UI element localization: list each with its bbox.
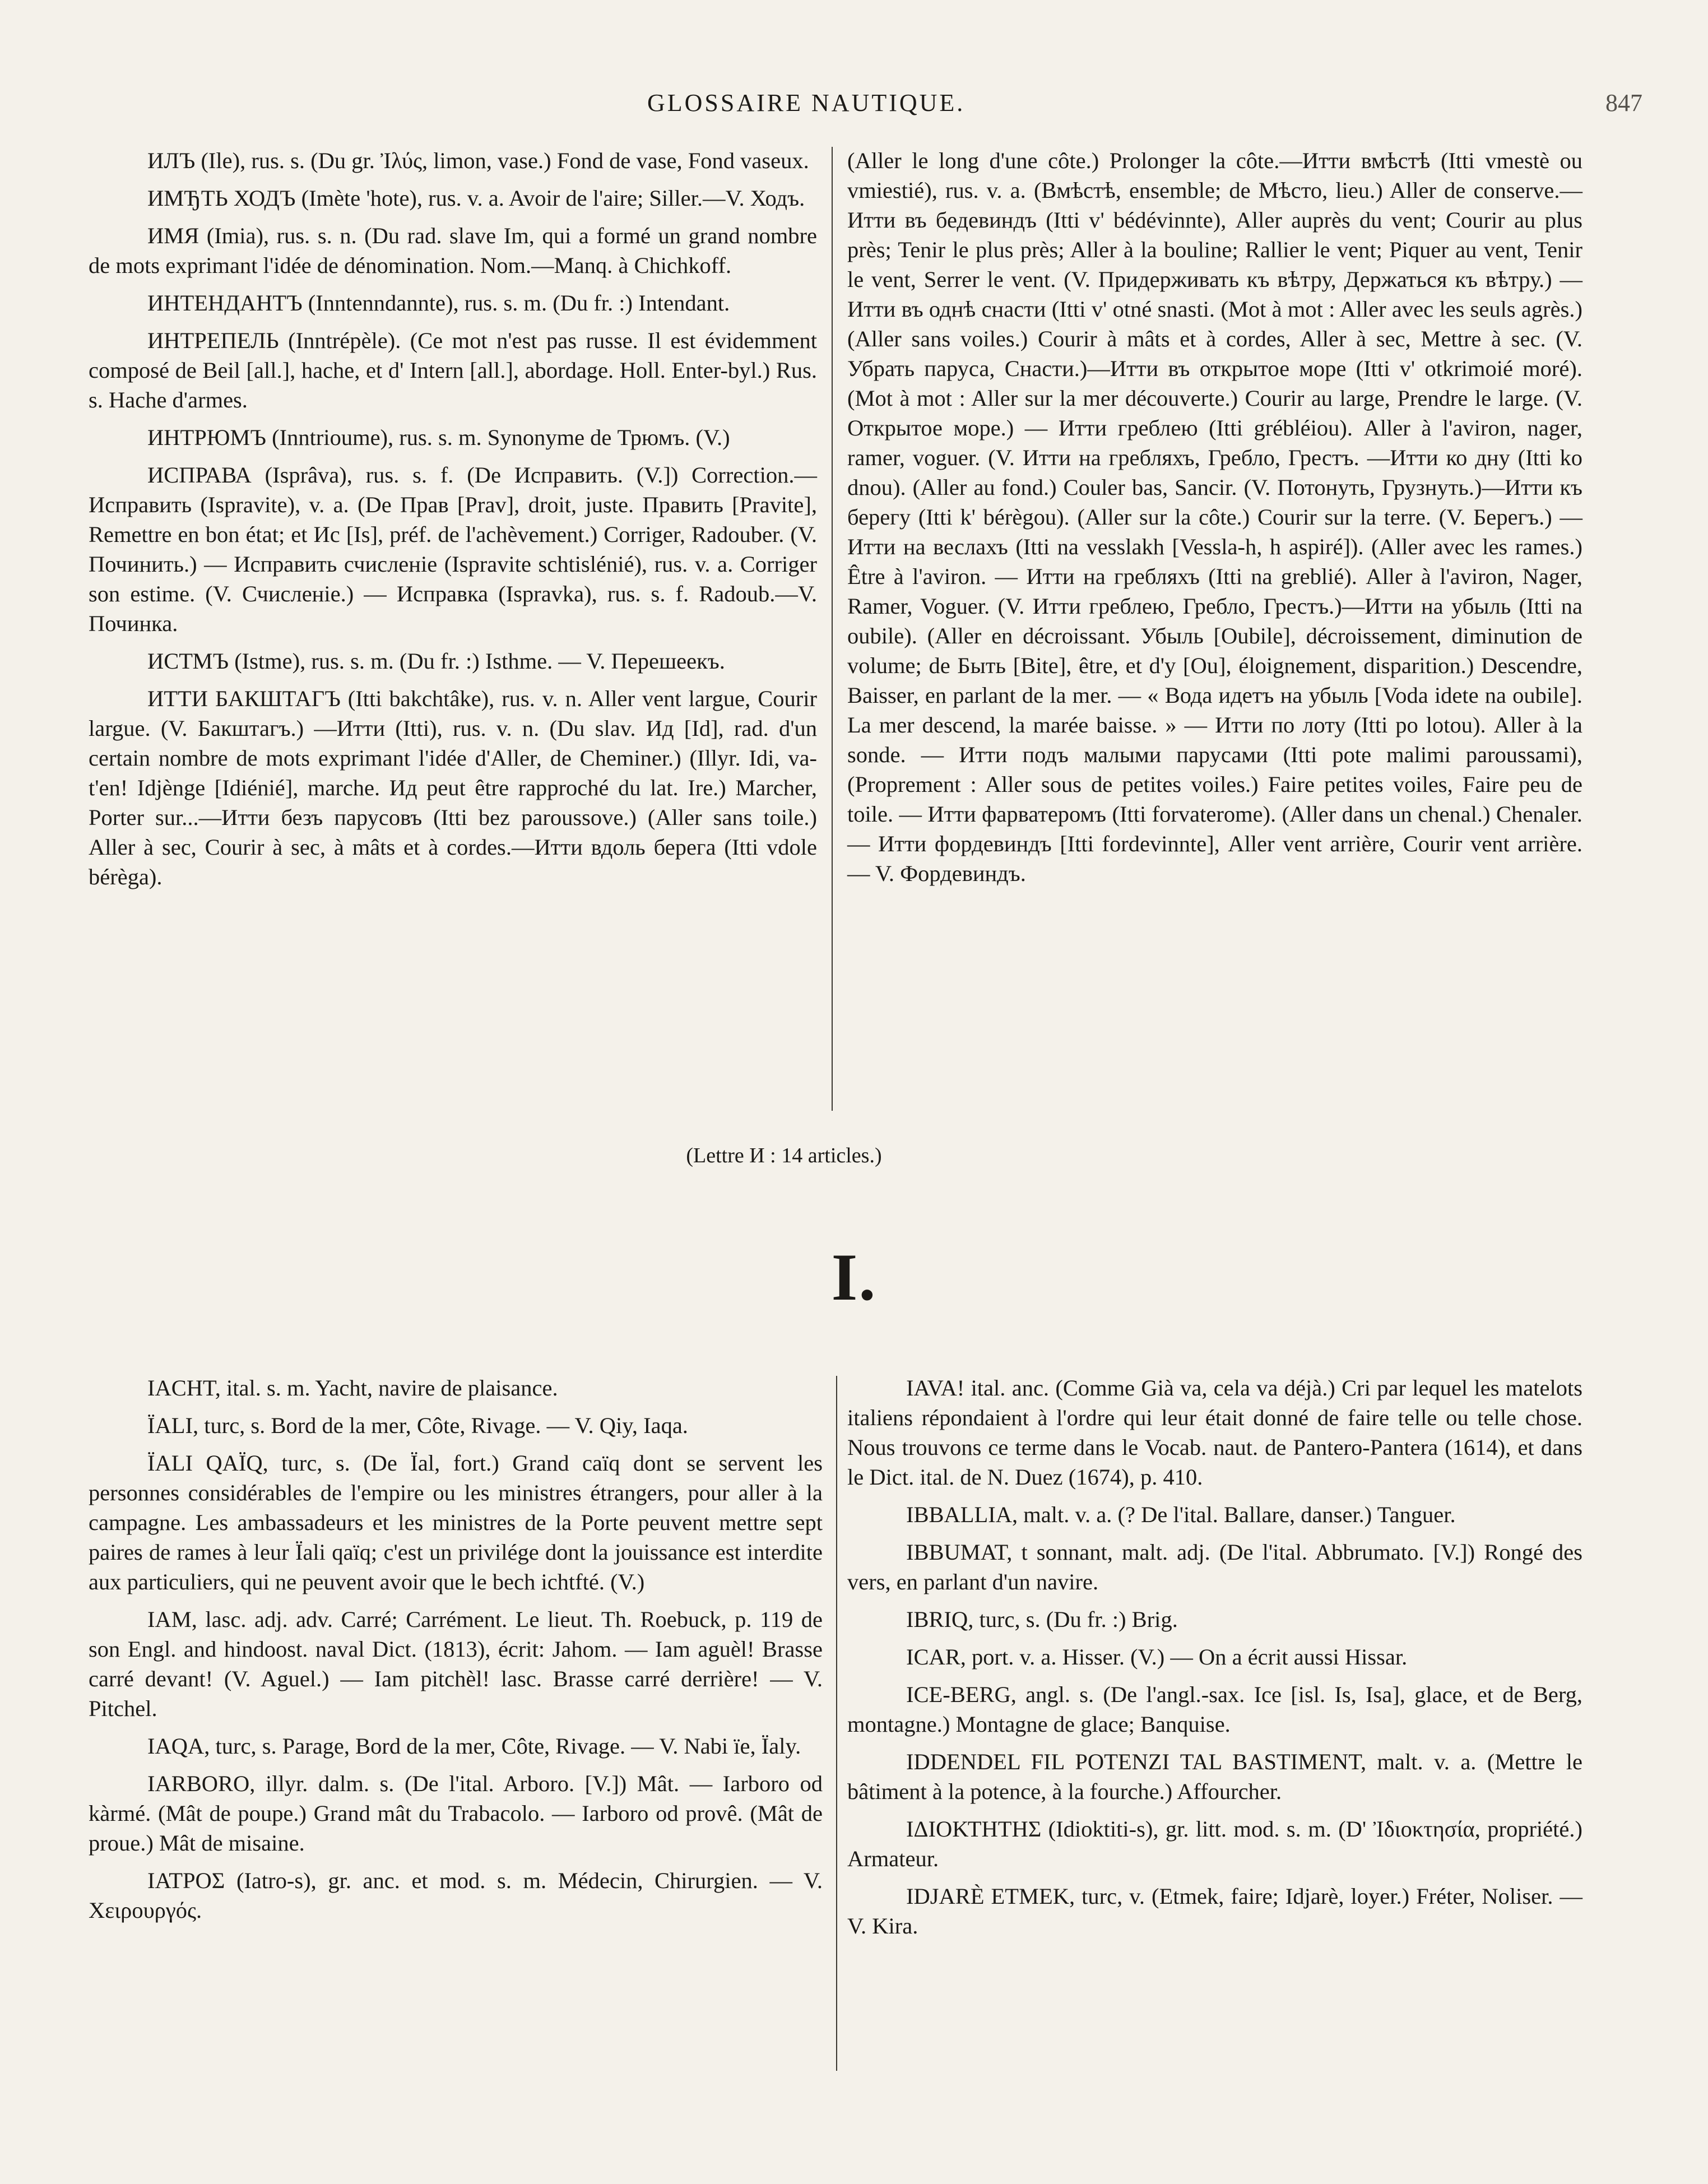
entry-iali-qaiq: ÏALI QAÏQ, turc, s. (De Ïal, fort.) Grand caïq dont se servent les personnes considérables de l'empire ou les ministres étrangers, pour aller à la campagne. Les ambassadeurs et les ministres de la Porte peuvent mettre sept paires de rames à leur Ïali qaïq; c'est un privilége dont la jouissance est interdite aux particuliers, qui ne peuvent avoir que le bech ichtfté. (V.) — [89, 1450, 823, 1594]
entry-ile: ИЛЪ (Ile), rus. s. (Du gr. Ἰλύς, limon, vase.) Fond de vase, Fond vaseux. — [147, 148, 809, 173]
entry-idioktitis: ΙΔΙΟΚΤΗΤΗΣ (Idioktiti-s), gr. litt. mod. s. m. (D' Ἰδιοκτησία, propriété.) Armateur. — [847, 1816, 1582, 1871]
entry-itti-bakchtake: ИТТИ БАКШТАГЪ (Itti bakchtâke), rus. v. n. Aller vent largue, Courir largue. (V. Бакштагъ.) —Итти (Itti), rus. v. n. (Du slav. Ид [Id], rad. d'un certain nombre de mots exprimant l'idée d'Aller, de Cheminer.) (Illyr. Idi, va-t'en! Idjènge [Idiénié], marche. Ид peut être rapproché du lat. Ire.) Marcher, Porter sur...—Итти безъ парусовъ (Itti bez paroussove.) (Aller sans toile.) Aller à sec, Courir à sec, à mâts et à cordes.—Итти вдоль берега (Itti vdole bérèga). — [89, 686, 817, 889]
entry-idjare-etmek: IDJARÈ ETMEK, turc, v. (Etmek, faire; Idjarè, loyer.) Fréter, Noliser. — V. Kira. — [847, 1884, 1582, 1939]
entry-iacht: IACHT, ital. s. m. Yacht, navire de plaisance. — [147, 1375, 558, 1401]
entry-isprava: ИСПРАВА (Isprâva), rus. s. f. (De Исправить. (V.]) Correction.—Исправить (Ispravite), v. a. (De Прав [Prav], droit, juste. Править [Pravite], Remettre en bon état; et Ис [Is], préf. de l'achèvement.) Corriger, Radouber. (V. Починить.) — Исправить счисленіе (Ispravite schtislénié), rus. v. a. Corriger son estime. (V. Счисленіе.) — Исправка (Ispravka), rus. s. f. Radoub.—V. Починка. — [89, 462, 817, 636]
entry-intrioume: ИНТРЮМЪ (Inntrioume), rus. s. m. Synonyme de Трюмъ. (V.) — [147, 425, 730, 450]
entry-intrepele: ИНТРЕПЕЛЬ (Inntrépèle). (Ce mot n'est pas russe. Il est évidemment composé de Beil [all.], hache, et d' Intern [all.], abordage. Holl. Enter-byl.) Rus. s. Hache d'armes. — [89, 328, 817, 412]
entry-imete-hote: ИМЂТЬ ХОДЪ (Imète 'hote), rus. v. a. Avoir de l'aire; Siller.—V. Ходъ. — [147, 186, 805, 211]
entry-intendant: ИНТЕНДАНТЪ (Inntenndannte), rus. s. m. (Du fr. :) Intendant. — [147, 290, 730, 316]
entry-iddendel: IDDENDEL FIL POTENZI TAL BASTIMENT, malt. v. a. (Mettre le bâtiment à la potence, à la fourche.) Affourcher. — [847, 1749, 1582, 1804]
entry-iarboro: IARBORO, illyr. dalm. s. (De l'ital. Arboro. [V.]) Mât. — Iarboro od kàrmé. (Mât de poupe.) Grand mât du Trabacolo. — Iarboro od provê. (Mât de proue.) Mât de misaine. — [89, 1771, 823, 1856]
lower-left-column — [89, 1373, 823, 1933]
entry-iali: ÏALI, turc, s. Bord de la mer, Côte, Rivage. — V. Qiy, Iaqa. — [147, 1413, 688, 1438]
column-divider-upper — [832, 147, 833, 1111]
running-title: GLOSSAIRE NAUTIQUE. — [647, 89, 966, 117]
entry-ibballia: IBBALLIA, malt. v. a. (? De l'ital. Ballare, danser.) Tanguer. — [906, 1502, 1456, 1527]
page-header — [0, 84, 1708, 123]
entry-icar: ICAR, port. v. a. Hisser. (V.) — On a écrit aussi Hissar. — [906, 1644, 1408, 1670]
entry-ibbumat: IBBUMAT, t sonnant, malt. adj. (De l'ital. Abbrumato. [V.]) Rongé des vers, en parlant d'un navire. — [847, 1540, 1582, 1594]
page-number: 847 — [1605, 89, 1642, 117]
entry-imia: ИМЯ (Imia), rus. s. n. (Du rad. slave Im, qui a formé un grand nombre de mots exprimant l'idée de dénomination. Nom.—Manq. à Chichkoff. — [89, 223, 817, 278]
entry-iaqa: IAQA, turc, s. Parage, Bord de la mer, Côte, Rivage. — V. Nabi ïe, Ïaly. — [147, 1733, 801, 1759]
entry-ice-berg: ICE-BERG, angl. s. (De l'angl.-sax. Ice [isl. Is, Isa], glace, et de Berg, montagne.) Montagne de glace; Banquise. — [847, 1682, 1582, 1737]
lower-right-column — [847, 1373, 1582, 1949]
column-divider-lower — [836, 1376, 837, 2071]
entry-itti-continuation: (Aller le long d'une côte.) Prolonger la côte.—Итти вмѣстѣ (Itti vmestè ou vmiestié), rus. v. a. (Вмѣстѣ, ensemble; de Мѣсто, lieu.) Aller de conserve.—Итти въ бедевиндъ (Itti v' bédévinnte), Aller auprès du vent; Courir au plus près; Tenir le plus près; Aller à la bouline; Rallier le vent; Piquer au vent, Tenir le vent, Serrer le vent. (V. Придерживать къ вѣтру, Держаться къ вѣтру.) — Итти въ однѣ снасти (Itti v' otné snasti. (Mot à mot : Aller avec les seuls agrès.) (Aller sans voiles.) Courir à mâts et à cordes, Aller à sec, Mettre à sec. (V. Убрать паруса, Снасти.)—Итти въ открытое море (Itti v' otkrimoié moré). (Mot à mot : Aller sur la mer découverte.) Courir au large, Prendre le large. (V. Открытое море.) — Итти греблею (Itti grébléiou). Aller à l'aviron, nager, ramer, voguer. (V. Итти на гребляхъ, Гребло, Грестъ. —Итти ко дну (Itti ko dnou). (Aller au fond.) Couler bas, Sancir. (V. Потонуть, Грузнуть.)—Итти къ берегу (Itti k' bérègou). (Aller sur la côte.) Courir sur la terre. (V. Берегъ.) — Итти на веслахъ (Itti na vesslakh [Vessla-h, h aspiré]). (Aller avec les rames.) Être à l'aviron. — Итти на гребляхъ (Itti na greblié). Aller à l'aviron, Nager, Ramer, Voguer. (V. Итти греблею, Гребло, Грестъ.)—Итти на убыль (Itti na oubile). (Aller en décroissant. Убыль [Oubile], décroissement, diminution de volume; de Быть [Bite], être, et d'у [Ou], éloignement, disparition.) Descendre, Baisser, en parlant de la mer. — « Вода идетъ на убыль [Voda idete na oubile]. La mer descend, la marée baisse. » — Итти по лоту (Itti po lotou). Aller à la sonde. — Итти подъ малыми парусами (Itti pote malimi paroussami), (Proprement : Aller sous de petites voiles.) Faire petites voiles, Faire peu de toile. — Итти фарватеромъ (Itti forvaterome). (Aller dans un chenal.) Chenaler. — Итти фордевиндъ [Itti fordevinnte], Aller vent arrière, Courir vent arrière. — V. Фордевиндъ. — [847, 148, 1582, 886]
entry-istme: ИСТМЪ (Istme), rus. s. m. (Du fr. :) Isthme. — V. Перешеекъ. — [147, 648, 725, 674]
upper-right-column — [847, 146, 1582, 896]
upper-left-column — [89, 146, 817, 899]
letter-summary — [0, 1143, 1708, 1168]
entry-ibriq: IBRIQ, turc, s. (Du fr. :) Brig. — [906, 1607, 1178, 1632]
letter-summary-text: (Lettre И : 14 articles.) — [686, 1144, 882, 1167]
entry-iam: IAM, lasc. adj. adv. Carré; Carrément. Le lieut. Th. Roebuck, p. 119 de son Engl. and hindoost. naval Dict. (1813), écrit: Jahom. — Iam aguèl! Brasse carré devant! (V. Aguel.) — Iam pitchèl! lasc. Brasse carré derrière! — V. Pitchel. — [89, 1607, 823, 1721]
entry-iava: IAVA! ital. anc. (Comme Già va, cela va déjà.) Cri par lequel les matelots italiens répondaient à l'ordre qui leur était donné de faire telle ou telle chose. Nous trouvons ce terme dans le Vocab. naut. de Pantero-Pantera (1614), et dans le Dict. ital. de N. Duez (1674), p. 410. — [847, 1375, 1582, 1490]
section-letter-heading: I. — [831, 1240, 877, 1314]
entry-iatros: ΙΑΤΡΟΣ (Iatro-s), gr. anc. et mod. s. m. Médecin, Chirurgien. — V. Χειρουργός. — [89, 1868, 823, 1923]
